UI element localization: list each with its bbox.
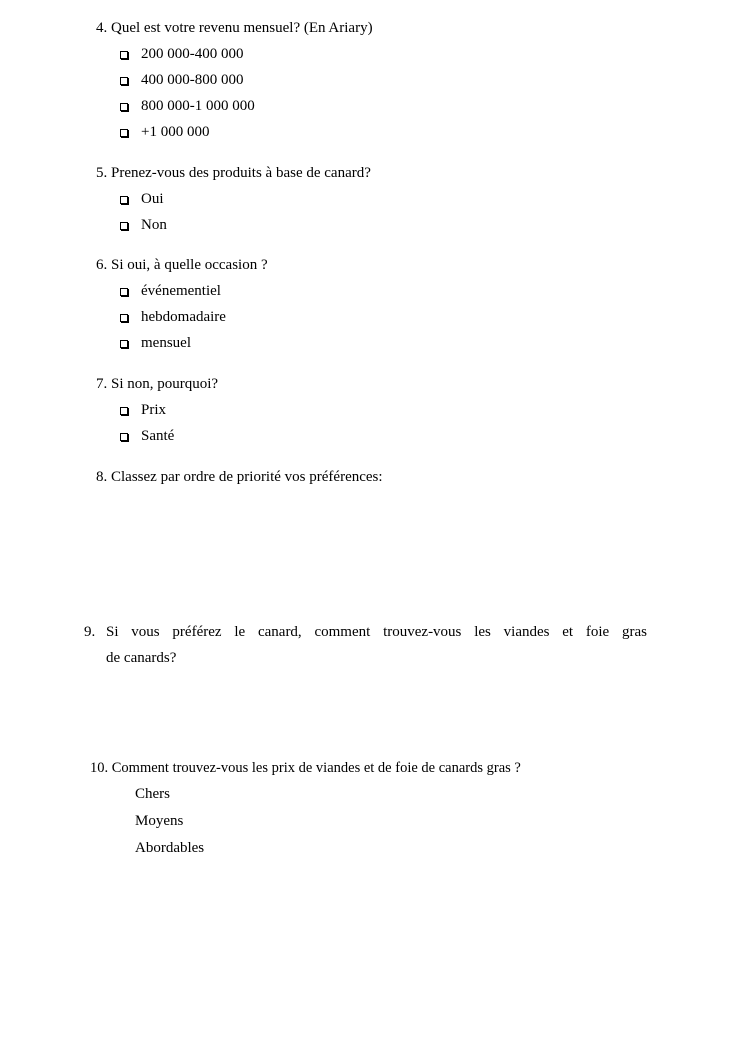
question-9-line-1: Si vous préférez le canard, comment trouvez-vous les viandes et foie gras (106, 624, 647, 640)
checkbox-icon[interactable] (120, 433, 128, 441)
question-5-number: 5. (96, 165, 108, 181)
q10-option-2[interactable]: Moyens (135, 813, 184, 829)
question-8 (96, 468, 383, 486)
checkbox-icon[interactable] (120, 103, 128, 111)
question-10-text: Comment trouvez-vous les prix de viandes et de foie de canards gras ? (111, 760, 521, 776)
checkbox-icon[interactable] (120, 51, 128, 59)
checkbox-icon[interactable] (120, 288, 128, 296)
question-9-line-2: de canards? (106, 650, 177, 666)
checkbox-icon[interactable] (120, 222, 128, 230)
question-10 (90, 759, 521, 777)
checkbox-icon[interactable] (120, 314, 128, 322)
question-7-number: 7. (96, 376, 108, 392)
checkbox-icon[interactable] (120, 196, 128, 204)
question-5 (96, 164, 371, 182)
question-4-text: Quel est votre revenu mensuel? (En Ariary) (111, 20, 373, 36)
question-4 (96, 19, 373, 37)
question-8-text: Classez par ordre de priorité vos préférences: (111, 469, 383, 485)
q4-option-4-label: +1 000 000 (141, 124, 210, 140)
q7-option-1-label: Prix (141, 402, 167, 418)
question-6-text: Si oui, à quelle occasion ? (111, 257, 268, 273)
question-7-text: Si non, pourquoi? (111, 376, 219, 392)
q4-option-2-label: 400 000-800 000 (141, 72, 244, 88)
question-6 (96, 256, 268, 274)
checkbox-icon[interactable] (120, 77, 128, 85)
q6-option-3-label: mensuel (141, 335, 191, 351)
question-10-number: 10. (90, 760, 109, 776)
q4-option-1-label: 200 000-400 000 (141, 46, 244, 62)
question-7 (96, 375, 218, 393)
checkbox-icon[interactable] (120, 407, 128, 415)
q7-option-2-label: Santé (141, 428, 175, 444)
question-9-number: 9. (84, 624, 96, 640)
checkbox-icon[interactable] (120, 129, 128, 137)
q6-option-2-label: hebdomadaire (141, 309, 226, 325)
q10-option-1[interactable]: Chers (135, 786, 170, 802)
q5-option-2-label: Non (141, 217, 167, 233)
q4-option-3-label: 800 000-1 000 000 (141, 98, 255, 114)
q10-option-3[interactable]: Abordables (135, 840, 205, 856)
question-8-number: 8. (96, 469, 108, 485)
checkbox-icon[interactable] (120, 340, 128, 348)
q6-option-1-label: événementiel (141, 283, 221, 299)
question-5-text: Prenez-vous des produits à base de canard? (111, 165, 371, 181)
q5-option-1-label: Oui (141, 191, 164, 207)
question-6-number: 6. (96, 257, 108, 273)
question-4-number: 4. (96, 20, 108, 36)
